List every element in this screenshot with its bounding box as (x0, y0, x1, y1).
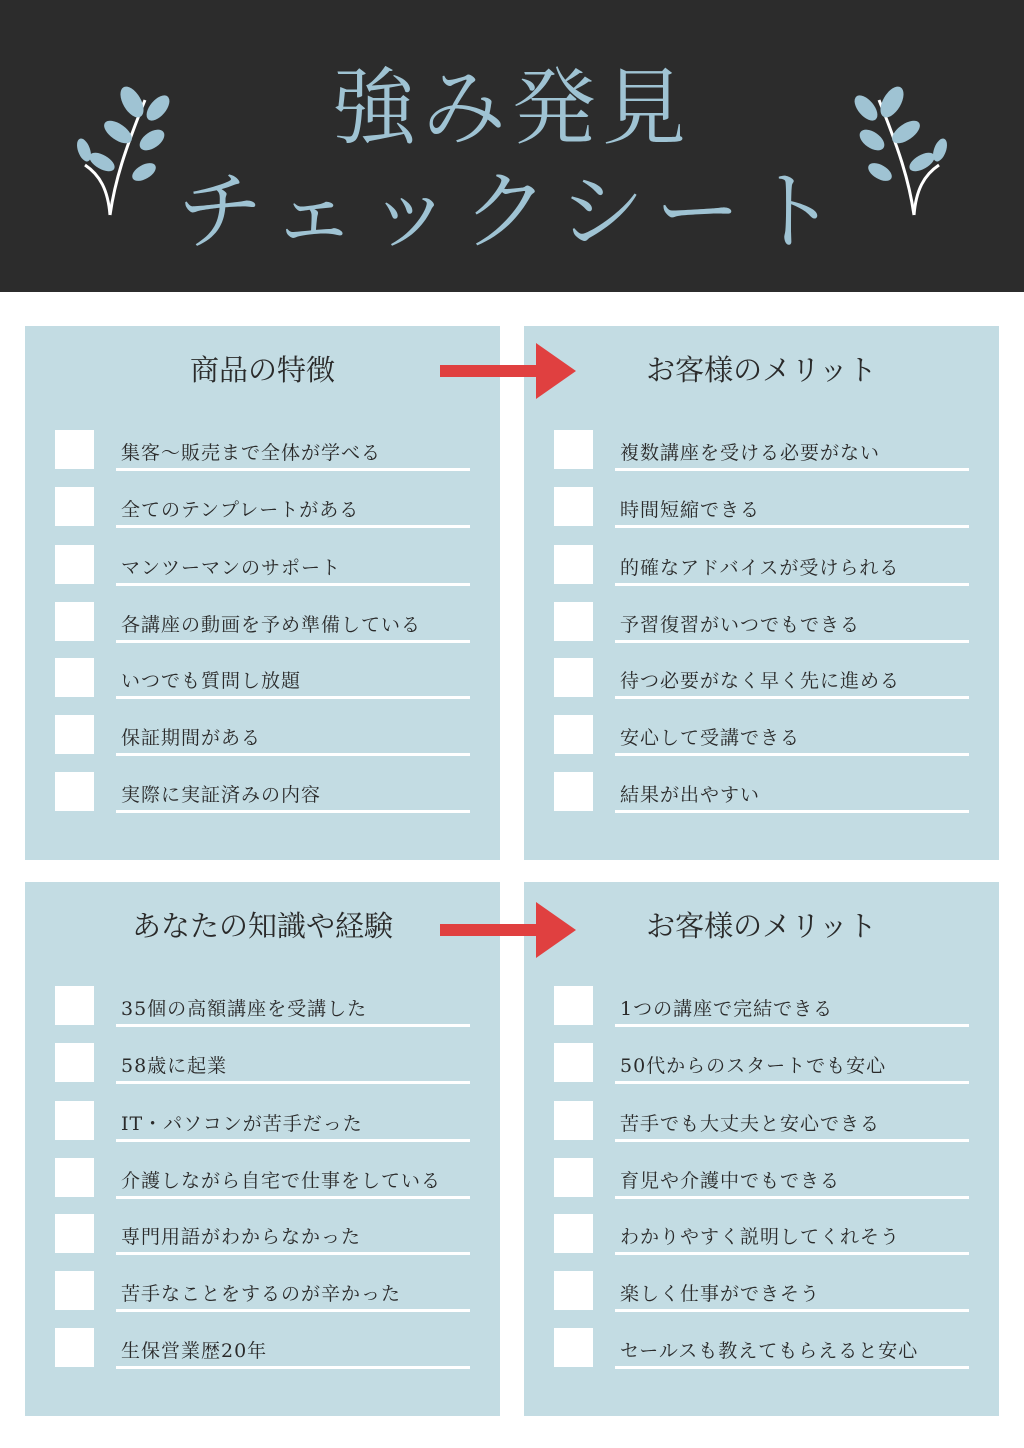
item-label: 35個の高額講座を受講した (121, 998, 368, 1020)
item-label: 苦手なことをするのが辛かった (121, 1283, 402, 1305)
title-line-1: 強み発見 (331, 59, 692, 157)
checkbox[interactable] (55, 487, 94, 526)
checkbox[interactable] (554, 715, 593, 754)
item-label: 結果が出やすい (620, 784, 761, 806)
arrow-right-icon (440, 900, 576, 960)
item-label: 複数講座を受ける必要がない (620, 442, 881, 464)
checkbox[interactable] (554, 772, 593, 811)
list-item (25, 1271, 500, 1329)
list-item (25, 602, 500, 660)
underline (116, 753, 470, 756)
list-item (524, 658, 999, 716)
checkbox[interactable] (554, 1158, 593, 1197)
underline (615, 640, 969, 643)
underline (116, 468, 470, 471)
panel-title: 商品の特徴 (189, 353, 335, 387)
list-item (25, 658, 500, 716)
checkbox[interactable] (55, 1271, 94, 1310)
list-item (25, 1328, 500, 1386)
item-label: 実際に実証済みの内容 (121, 784, 322, 806)
item-label: いつでも質問し放題 (121, 670, 302, 692)
item-label: 時間短縮できる (620, 499, 761, 521)
item-label: 苦手でも大丈夫と安心できる (620, 1113, 881, 1135)
header-banner (0, 0, 1024, 292)
list-item (524, 1158, 999, 1216)
list-item (524, 487, 999, 545)
item-label: セールスも教えてもらえると安心 (620, 1340, 919, 1362)
checkbox[interactable] (554, 1214, 593, 1253)
underline (116, 1024, 470, 1027)
panel-product-features (25, 326, 500, 860)
panel-knowledge-experience (25, 882, 500, 1416)
list-item (524, 602, 999, 660)
checkbox[interactable] (55, 1101, 94, 1140)
underline (615, 1196, 969, 1199)
underline (615, 810, 969, 813)
item-label: 1つの講座で完結できる (620, 998, 834, 1020)
item-label: 保証期間がある (121, 727, 262, 749)
checkbox[interactable] (55, 1043, 94, 1082)
list-item (25, 430, 500, 488)
panel-title: お客様のメリット (646, 353, 877, 387)
list-item (524, 1214, 999, 1272)
list-item (25, 1214, 500, 1272)
checkbox[interactable] (554, 658, 593, 697)
item-label: 生保営業歴20年 (121, 1340, 268, 1362)
underline (116, 1081, 470, 1084)
checkbox[interactable] (55, 772, 94, 811)
item-label: 50代からのスタートでも安心 (620, 1055, 887, 1077)
list-item (524, 1043, 999, 1101)
list-item (25, 487, 500, 545)
checkbox[interactable] (554, 1271, 593, 1310)
underline (615, 696, 969, 699)
checkbox[interactable] (554, 986, 593, 1025)
list-item (25, 1101, 500, 1159)
checkbox[interactable] (55, 715, 94, 754)
item-label: 楽しく仕事ができそう (620, 1283, 821, 1305)
checkbox[interactable] (554, 487, 593, 526)
underline (615, 583, 969, 586)
item-label: 待つ必要がなく早く先に進める (620, 670, 901, 692)
list-item (524, 1271, 999, 1329)
panel-title: お客様のメリット (646, 909, 877, 943)
underline (615, 1139, 969, 1142)
underline (615, 1081, 969, 1084)
checkbox[interactable] (55, 986, 94, 1025)
list-item (524, 772, 999, 830)
underline (116, 1366, 470, 1369)
list-item (25, 1043, 500, 1101)
checkbox[interactable] (554, 602, 593, 641)
underline (116, 1139, 470, 1142)
underline (116, 1252, 470, 1255)
item-label: 予習復習がいつでもできる (620, 614, 861, 636)
item-label: 専門用語がわからなかった (121, 1226, 362, 1248)
item-label: 的確なアドバイスが受けられる (620, 557, 900, 579)
underline (116, 1196, 470, 1199)
panel-title: あなたの知識や経験 (131, 909, 393, 943)
panel-customer-benefits-2 (524, 882, 999, 1416)
item-label: 全てのテンプレートがある (121, 499, 360, 521)
checkbox[interactable] (554, 545, 593, 584)
list-item (524, 715, 999, 773)
underline (615, 468, 969, 471)
checkbox[interactable] (554, 430, 593, 469)
underline (615, 1252, 969, 1255)
title-line-2: チェックシート (177, 162, 847, 262)
list-item (25, 772, 500, 830)
list-item (524, 986, 999, 1044)
item-label: 育児や介護中でもできる (620, 1170, 841, 1192)
checkbox[interactable] (55, 1214, 94, 1253)
checkbox[interactable] (55, 658, 94, 697)
checkbox[interactable] (554, 1328, 593, 1367)
item-label: 集客～販売まで全体が学べる (121, 442, 382, 464)
list-item (524, 430, 999, 488)
item-label: 58歳に起業 (121, 1055, 228, 1077)
list-item (524, 1328, 999, 1386)
panel-customer-benefits-1 (524, 326, 999, 860)
checkbox[interactable] (55, 545, 94, 584)
list-item (25, 986, 500, 1044)
item-label: マンツーマンのサポート (121, 557, 342, 579)
list-item (25, 1158, 500, 1216)
underline (615, 1309, 969, 1312)
item-label: 各講座の動画を予め準備している (121, 614, 422, 636)
checkbox[interactable] (55, 430, 94, 469)
list-item (25, 715, 500, 773)
arrow-right-icon (440, 341, 576, 401)
underline (116, 696, 470, 699)
checkbox[interactable] (55, 602, 94, 641)
list-item (524, 545, 999, 603)
underline (116, 640, 470, 643)
item-label: 安心して受講できる (620, 727, 801, 749)
underline (615, 1024, 969, 1027)
underline (116, 583, 470, 586)
checkbox[interactable] (554, 1043, 593, 1082)
underline (615, 525, 969, 528)
checkbox[interactable] (55, 1328, 94, 1367)
checkbox[interactable] (554, 1101, 593, 1140)
underline (116, 525, 470, 528)
item-label: IT・パソコンが苦手だった (121, 1113, 363, 1135)
item-label: わかりやすく説明してくれそう (620, 1226, 901, 1248)
underline (116, 810, 470, 813)
underline (615, 753, 969, 756)
item-label: 介護しながら自宅で仕事をしている (121, 1170, 442, 1192)
underline (116, 1309, 470, 1312)
underline (615, 1366, 969, 1369)
list-item (25, 545, 500, 603)
list-item (524, 1101, 999, 1159)
checkbox[interactable] (55, 1158, 94, 1197)
